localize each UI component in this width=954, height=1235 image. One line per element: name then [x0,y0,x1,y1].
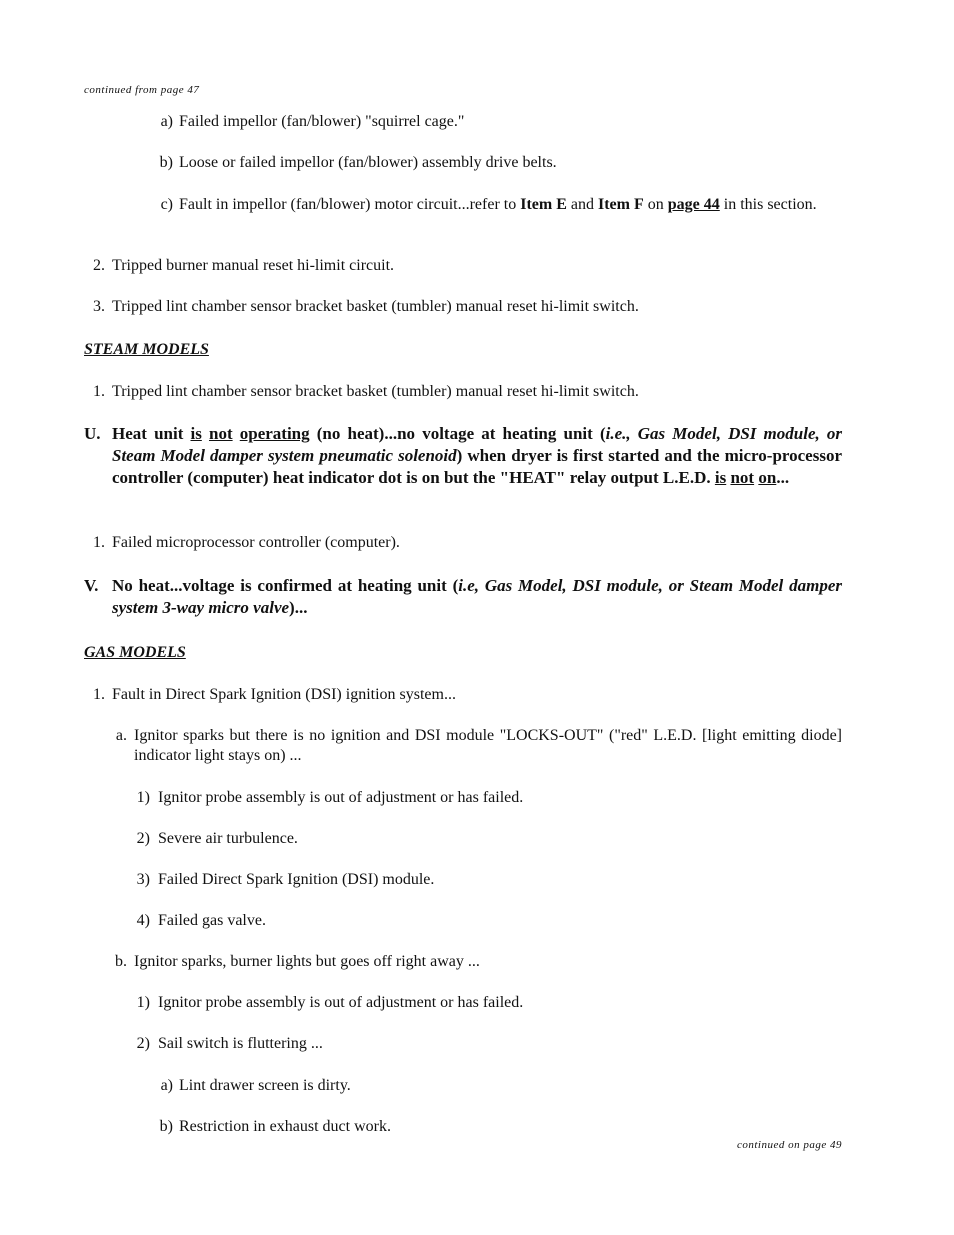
list-label: 1. [93,534,105,551]
text-segment: ) when dryer is first started and the micro-processor controller (computer) heat indicator dot is on but the "HEAT" relay output L.E.D. [112,446,843,487]
list-label: 3. [93,298,105,315]
text-segment: i.e, Gas Model, DSI module, or Steam Model damper system 3-way micro valve [112,576,842,617]
list-text: Ignitor probe assembly is out of adjustment or has failed. [158,994,524,1011]
list-text [179,195,842,215]
text-segment: )... [289,598,308,617]
list-text: Tripped burner manual reset hi-limit circuit. [112,257,395,274]
steam-models-heading: STEAM MODELS [84,341,209,358]
text-segment: in this section. [719,196,817,213]
text-segment: Fault in impellor (fan/blower) motor circuit...refer to [179,196,521,213]
list-label: b) [159,154,173,171]
gas-models-heading: GAS MODELS [84,644,186,661]
text-segment: i.e., Gas Model, DSI module, or Steam Model damper system pneumatic solenoid [112,424,843,465]
item-f-ref: Item F [598,196,644,213]
list-label: b) [159,1118,173,1135]
list-label: 2. [93,257,105,274]
text-segment: No heat...voltage is confirmed at heating unit ( [112,576,459,595]
list-text: Ignitor sparks but there is no ignition and DSI module "LOCKS-OUT" ("red" L.E.D. [light emitting diode] indicator light stays on) ... [134,727,842,764]
text-segment: operating [239,424,310,443]
list-text: Tripped lint chamber sensor bracket basket (tumbler) manual reset hi-limit switch. [112,298,639,315]
list-text: Fault in Direct Spark Ignition (DSI) ignition system... [112,686,456,703]
list-text: Ignitor probe assembly is out of adjustment or has failed. [158,789,524,806]
list-label: 2) [136,830,150,847]
list-text: Tripped lint chamber sensor bracket basket (tumbler) manual reset hi-limit switch. [112,383,639,400]
text-segment: and [566,196,598,213]
list-text: Failed microprocessor controller (computer). [112,534,400,551]
list-text: Ignitor sparks, burner lights but goes off right away ... [134,953,480,970]
list-label: b. [115,953,127,970]
continued-from-note: continued from page 47 [84,84,200,96]
page-44-link[interactable]: page 44 [667,196,720,213]
section-label: U. [84,424,101,443]
continued-on-note: continued on page 49 [736,1139,842,1151]
text-segment [233,424,240,443]
list-label: 3) [136,871,150,888]
list-text: Severe air turbulence. [158,830,298,847]
list-text: Lint drawer screen is dirty. [179,1077,351,1094]
text-segment: Heat unit [112,424,191,443]
section-v-text [112,575,842,619]
list-text: Failed gas valve. [158,912,266,929]
item-e-ref: Item E [520,196,567,213]
list-label: a. [115,727,127,744]
text-segment: (no heat)...no voltage at heating unit ( [309,424,606,443]
list-text: Sail switch is fluttering ... [158,1035,323,1052]
list-text: Restriction in exhaust duct work. [179,1118,391,1135]
list-label: a) [160,1077,173,1094]
text-segment: not [730,468,755,487]
text-segment: is [714,468,727,487]
text-segment: is [190,424,202,443]
list-text: Failed impellor (fan/blower) "squirrel cage." [179,113,465,130]
text-segment: on [758,468,777,487]
text-segment: ... [776,468,790,487]
list-label: 1) [136,994,150,1011]
list-label: a) [160,113,173,130]
section-u-text [112,423,842,489]
list-text: Loose or failed impellor (fan/blower) assembly drive belts. [179,154,557,171]
list-label: 4) [136,912,150,929]
text-segment [202,424,209,443]
list-label: 2) [136,1035,150,1052]
list-text: Failed Direct Spark Ignition (DSI) module. [158,871,435,888]
text-segment: not [208,424,233,443]
list-label: 1) [136,789,150,806]
section-label: V. [84,576,99,595]
list-label: c) [160,196,173,213]
list-label: 1. [93,383,105,400]
list-label: 1. [93,686,105,703]
text-segment: on [643,196,668,213]
